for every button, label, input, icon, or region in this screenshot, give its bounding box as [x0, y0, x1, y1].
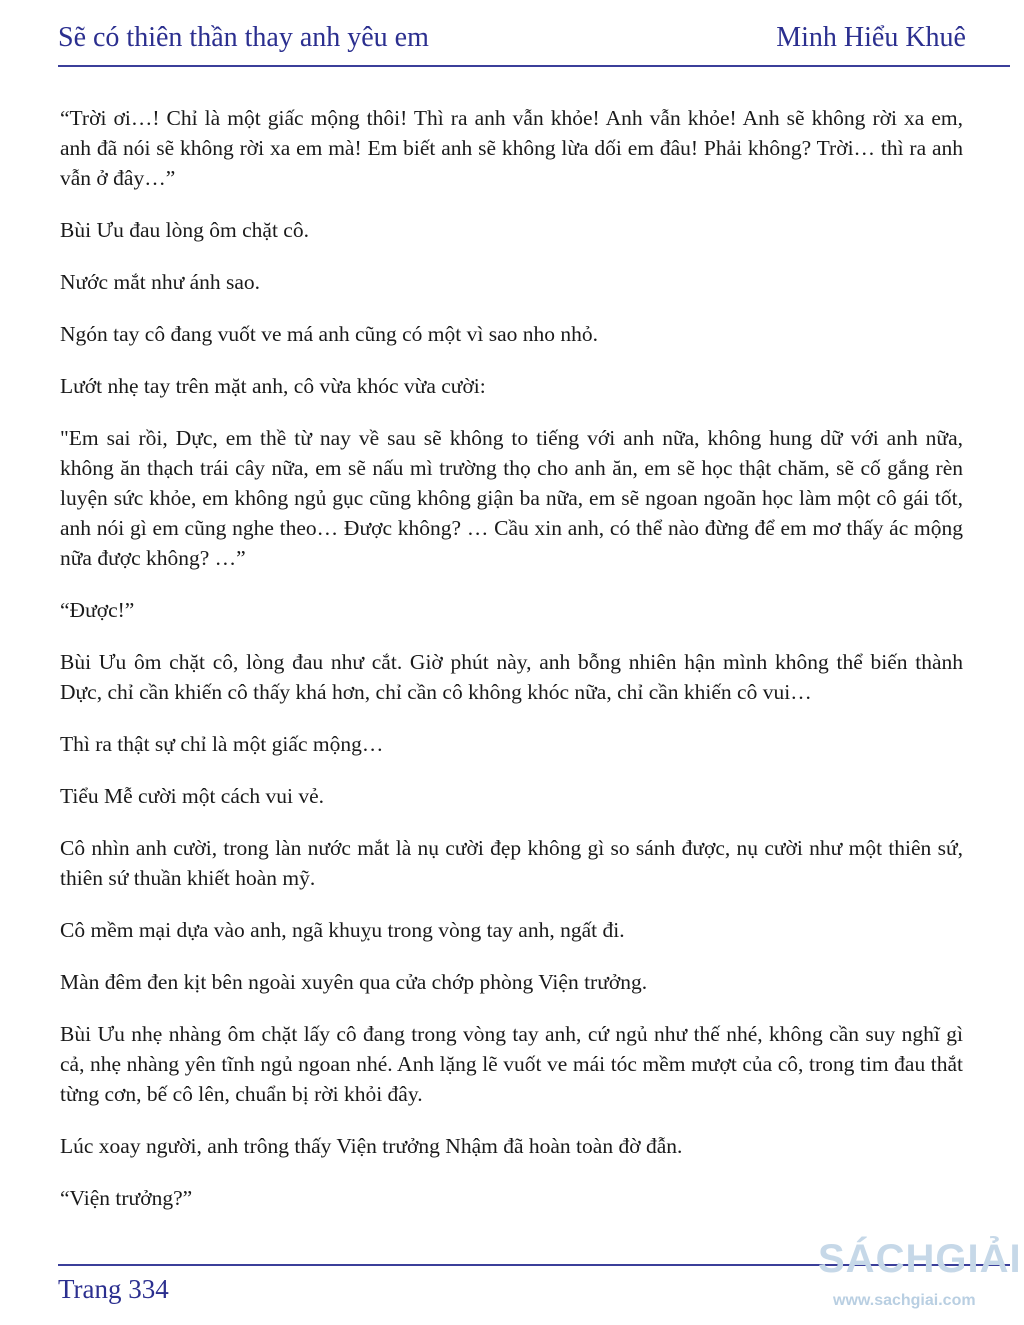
paragraph: “Viện trưởng?” — [60, 1186, 193, 1210]
paragraph: Cô nhìn anh cười, trong làn nước mắt là nụ cười đẹp không gì so sánh được, nụ cười như một thiên sứ, thiên sứ thuần khiết hoàn mỹ. — [60, 836, 963, 890]
paragraph: “Được!” — [60, 598, 135, 622]
paragraph: Lúc xoay người, anh trông thấy Viện trưởng Nhậm đã hoàn toàn đờ đẫn. — [60, 1134, 683, 1158]
page-header — [58, 22, 966, 62]
watermark-url: www.sachgiai.com — [833, 1292, 976, 1309]
author-name: Minh Hiểu Khuê — [776, 22, 966, 53]
paragraph: Bùi Ưu nhẹ nhàng ôm chặt lấy cô đang trong vòng tay anh, cứ ngủ như thế nhé, không cần suy nghĩ gì cả, nhẹ nhàng yên tĩnh ngủ ngoan nhé. Anh lặng lẽ vuốt ve mái tóc mềm mượt của cô, trong tim đau thắt từng cơn, bế cô lên, chuẩn bị rời khỏi đây. — [60, 1022, 963, 1106]
paragraph: Thì ra thật sự chỉ là một giấc mộng… — [60, 732, 384, 756]
paragraph: “Trời ơi…! Chỉ là một giấc mộng thôi! Thì ra anh vẫn khỏe! Anh vẫn khỏe! Anh sẽ không rời xa em, anh đã nói sẽ không rời xa em mà! Em biết anh sẽ không lừa dối em đâu! Phải không? Trời… thì ra anh vẫn ở đây…” — [60, 106, 963, 190]
book-title: Sẽ có thiên thần thay anh yêu em — [58, 22, 429, 53]
paragraph: Cô mềm mại dựa vào anh, ngã khuỵu trong vòng tay anh, ngất đi. — [60, 918, 625, 942]
paragraph: Ngón tay cô đang vuốt ve má anh cũng có một vì sao nho nhỏ. — [60, 322, 598, 346]
header-rule — [58, 65, 1010, 67]
watermark-logo: SÁCHGIẢI — [818, 1237, 1022, 1281]
paragraph: Lướt nhẹ tay trên mặt anh, cô vừa khóc vừa cười: — [60, 374, 486, 398]
paragraph: Tiểu Mễ cười một cách vui vẻ. — [60, 784, 325, 808]
paragraph: Bùi Ưu ôm chặt cô, lòng đau như cắt. Giờ phút này, anh bỗng nhiên hận mình không thể biến thành Dực, chỉ cần khiến cô thấy khá hơn, chỉ cần cô không khóc nữa, chỉ cần khiến cô vui… — [60, 650, 963, 704]
paragraph: Màn đêm đen kịt bên ngoài xuyên qua cửa chớp phòng Viện trưởng. — [60, 970, 648, 994]
watermark — [818, 1237, 1022, 1319]
page-number: Trang 334 — [58, 1274, 169, 1304]
paragraph: Bùi Ưu đau lòng ôm chặt cô. — [60, 218, 309, 242]
paragraph: Nước mắt như ánh sao. — [60, 270, 261, 294]
paragraph: "Em sai rồi, Dực, em thề từ nay về sau sẽ không to tiếng với anh nữa, không hung dữ với anh nữa, không ăn thạch trái cây nữa, em sẽ nấu mì trường thọ cho anh ăn, em sẽ học thật chăm, sẽ cố gắng rèn luyện sức khỏe, em không ngủ gục cũng không giận ba nữa, em sẽ ngoan ngoãn học làm một cô gái tốt, anh nói gì em cũng nghe theo… Được không? … Cầu xin anh, có thể nào đừng để em mơ thấy ác mộng nữa được không? …” — [60, 426, 963, 570]
page-body — [60, 103, 963, 1235]
